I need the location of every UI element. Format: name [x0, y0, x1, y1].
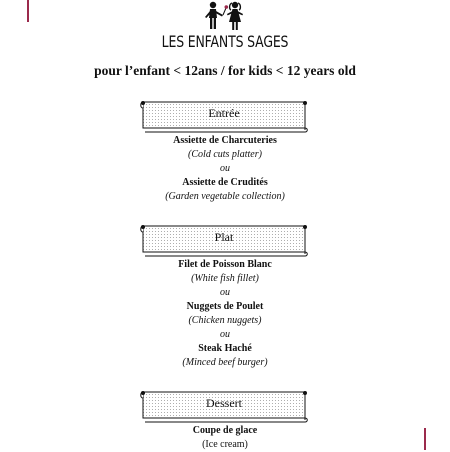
menu-item-translation: (Chicken nuggets): [188, 315, 262, 326]
section-title: Plat: [214, 230, 234, 244]
section-banner-plat: [139, 224, 309, 258]
section-title: Dessert: [206, 396, 242, 410]
menu-item-translation: (Ice cream): [202, 439, 248, 450]
menu-item: Assiette de Crudités: [182, 177, 268, 188]
menu-item: Assiette de Charcuteries: [173, 135, 277, 146]
menu-separator: ou: [220, 163, 230, 174]
menu-item: Filet de Poisson Blanc: [178, 259, 272, 270]
menu-item-translation: (Minced beef burger): [182, 357, 268, 368]
logo: [0, 0, 450, 58]
brand-name: LES ENFANTS SAGES: [161, 32, 289, 51]
section-plat-items: [0, 258, 450, 370]
section-title: Entrée: [208, 106, 240, 120]
section-banner-entree: [139, 100, 309, 134]
section-entree-items: [0, 134, 450, 204]
section-dessert-items: [0, 424, 450, 452]
menu-item: Coupe de glace: [192, 425, 258, 436]
menu-separator: ou: [220, 329, 230, 340]
section-banner-dessert: [139, 390, 309, 424]
menu-item: Steak Haché: [198, 343, 252, 354]
menu-item-translation: (White fish fillet): [191, 273, 259, 284]
menu-item: Nuggets de Poulet: [186, 301, 264, 312]
children-silhouette-icon: [193, 0, 257, 32]
menu-item-translation: (Cold cuts platter): [188, 149, 262, 160]
menu-separator: ou: [220, 287, 230, 298]
menu-item-translation: (Garden vegetable collection): [165, 191, 285, 202]
page-subtitle: pour l’enfant < 12ans / for kids < 12 years old: [94, 63, 356, 78]
